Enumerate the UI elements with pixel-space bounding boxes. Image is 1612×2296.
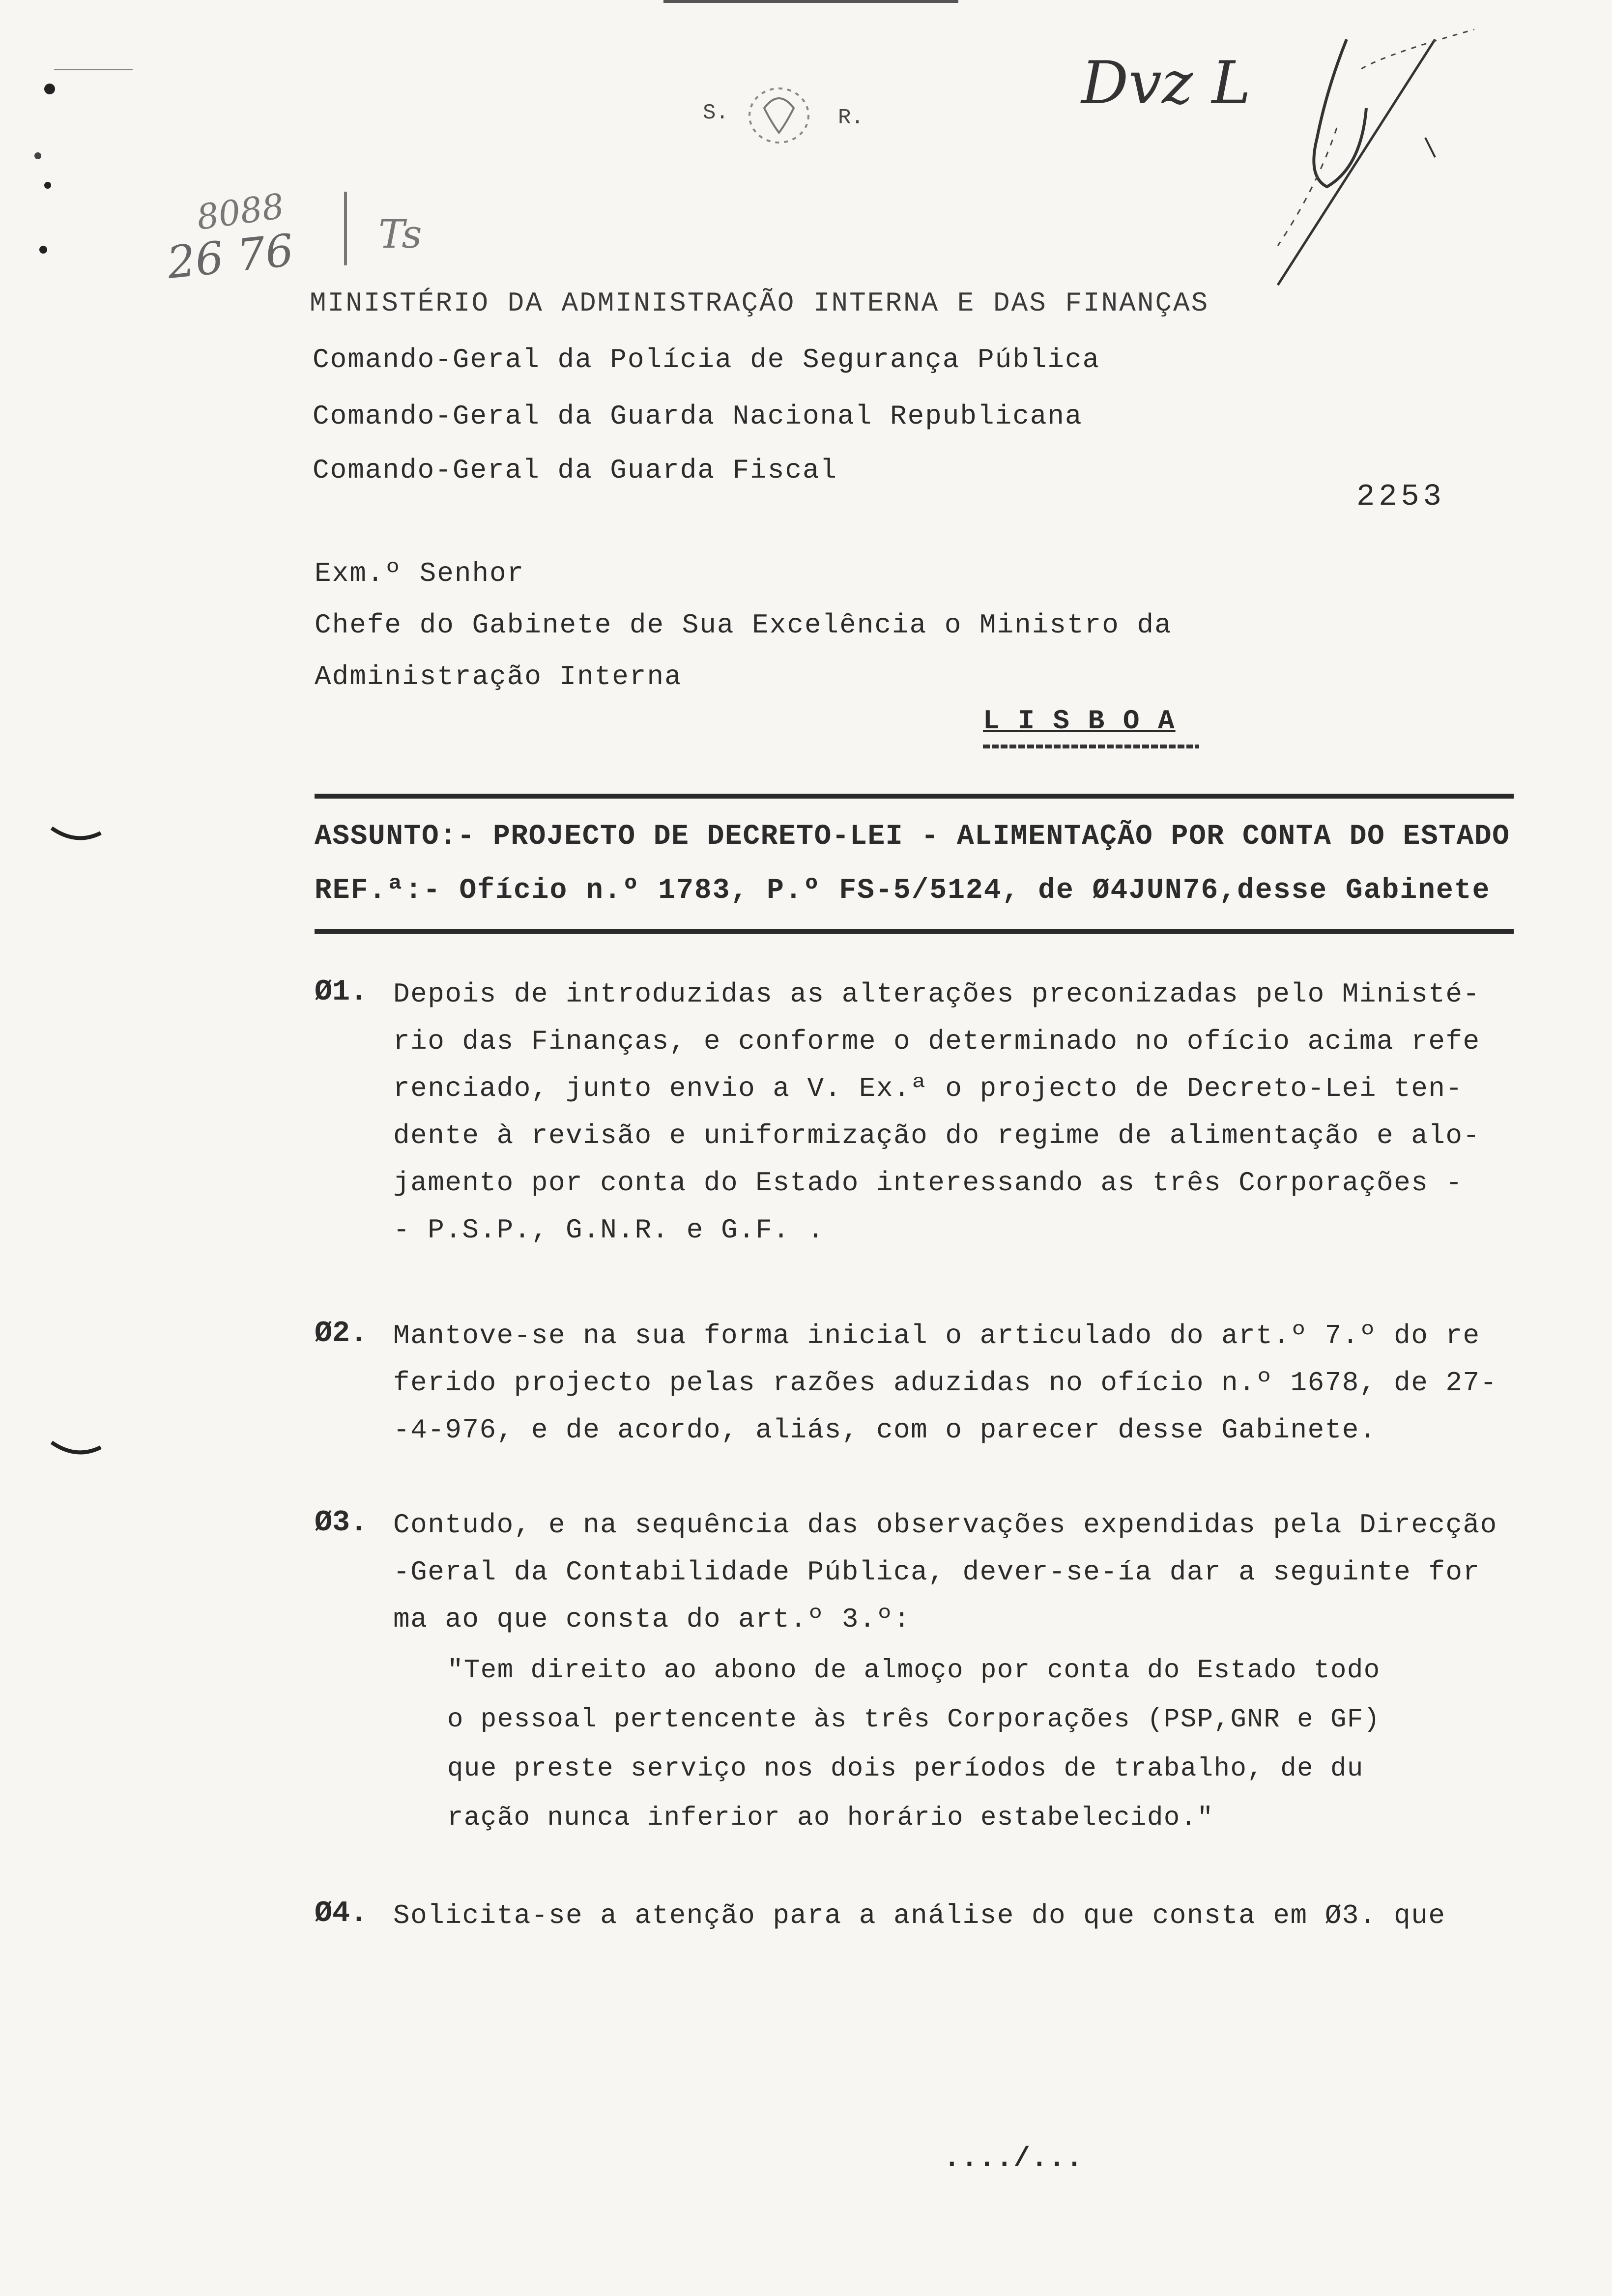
document-number: 2253 <box>1356 479 1445 514</box>
command-line-gf: Comando-Geral da Guarda Fiscal <box>313 455 838 486</box>
paragraph-03 <box>393 1501 1497 1643</box>
paragraph-line: ma ao que consta do art.º 3.º: <box>393 1604 911 1635</box>
handwritten-left-code-1: 8088 <box>194 186 287 238</box>
paragraph-line: renciado, junto envio a V. Ex.ª o projecto de Decreto-Lei ten- <box>393 1073 1463 1104</box>
margin-hole-mark-icon <box>49 826 103 845</box>
paragraph-line: rio das Finanças, e conforme o determinado no ofício acima refe <box>393 1026 1480 1057</box>
subject-rule-bottom <box>315 929 1514 934</box>
margin-dot <box>44 84 55 94</box>
paragraph-line: ferido projecto pelas razões aduzidas no ofício n.º 1678, de 27- <box>393 1367 1497 1399</box>
paragraph-number-01: Ø1. <box>315 976 368 1009</box>
margin-dot <box>39 246 47 254</box>
paragraph-line: - P.S.P., G.N.R. e G.F. . <box>393 1214 825 1246</box>
handwritten-divider <box>344 192 347 265</box>
paragraph-line: jamento por conta do Estado interessando as três Corporações - <box>393 1167 1463 1199</box>
margin-hole-mark-icon <box>49 1440 103 1460</box>
addressee-line-2: Administração Interna <box>315 661 682 692</box>
subject-reference: REF.ª:- Ofício n.º 1783, P.º FS-5/5124, de Ø4JUN76,desse Gabinete <box>315 875 1491 907</box>
quote-line: que preste serviço nos dois períodos de trabalho, de du <box>447 1754 1364 1784</box>
seal-emblem-icon <box>737 79 821 152</box>
paragraph-number-02: Ø2. <box>315 1317 368 1350</box>
paragraph-line: -4-976, e de acordo, aliás, com o parecer desse Gabinete. <box>393 1414 1377 1446</box>
quote-line: o pessoal pertencente às três Corporações (PSP,GNR e GF) <box>447 1705 1381 1735</box>
seal-right-letter: R. <box>838 106 864 130</box>
paragraph-number-03: Ø3. <box>315 1506 368 1540</box>
ministry-heading: MINISTÉRIO DA ADMINISTRAÇÃO INTERNA E DAS FINANÇAS <box>310 287 1209 319</box>
handwritten-top-right: Dvz L <box>1081 49 1251 117</box>
quote-line: ração nunca inferior ao horário estabelecido." <box>447 1803 1214 1833</box>
paragraph-line: Contudo, e na sequência das observações expendidas pela Direcção <box>393 1509 1497 1541</box>
command-line-psp: Comando-Geral da Polícia de Segurança Pública <box>313 344 1100 375</box>
handwritten-signature-icon <box>1130 10 1474 315</box>
paragraph-number-04: Ø4. <box>315 1897 368 1930</box>
paragraph-line: Solicita-se a atenção para a análise do que consta em Ø3. que <box>393 1900 1446 1931</box>
city-underline <box>983 745 1199 748</box>
margin-dot <box>34 152 41 159</box>
subject-rule-top <box>315 794 1514 799</box>
margin-dot <box>44 182 51 189</box>
top-left-dashes <box>54 69 133 70</box>
quote-line: "Tem direito ao abono de almoço por conta do Estado todo <box>447 1656 1381 1686</box>
continuation-mark: ..../... <box>944 2143 1084 2174</box>
paragraph-02 <box>393 1312 1497 1454</box>
paragraph-line: -Geral da Contabilidade Pública, dever-se-ía dar a seguinte for <box>393 1556 1480 1588</box>
paragraph-04 <box>393 1892 1445 1939</box>
subject-assunto: ASSUNTO:- PROJECTO DE DECRETO-LEI - ALIMENTAÇÃO POR CONTA DO ESTADO <box>315 821 1510 853</box>
top-edge-line <box>663 0 958 3</box>
command-line-gnr: Comando-Geral da Guarda Nacional Republicana <box>313 401 1083 432</box>
paragraph-line: Depois de introduzidas as alterações preconizadas pelo Ministé- <box>393 978 1480 1010</box>
paragraph-01 <box>393 971 1480 1254</box>
seal-left-letter: S. <box>703 101 729 125</box>
handwritten-left-note: Ts <box>378 211 422 257</box>
paragraph-line: Mantove-se na sua forma inicial o articulado do art.º 7.º do re <box>393 1320 1480 1351</box>
addressee-city: L I S B O A <box>983 705 1176 737</box>
paragraph-line: dente à revisão e uniformização do regime de alimentação e alo- <box>393 1120 1480 1151</box>
addressee-line-1: Chefe do Gabinete de Sua Excelência o Ministro da <box>315 609 1172 641</box>
quoted-article <box>447 1646 1381 1843</box>
salutation: Exm.º Senhor <box>315 558 525 589</box>
handwritten-left-code-2: 26 76 <box>165 224 296 289</box>
